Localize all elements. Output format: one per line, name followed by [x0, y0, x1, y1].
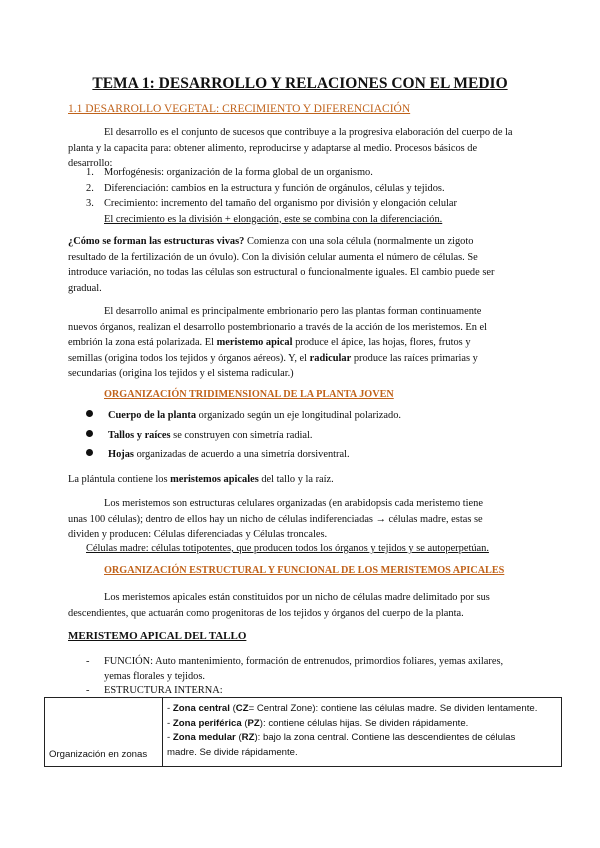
list-item: 3. Crecimiento: incremento del tamaño del organismo por división y elongación celular: [86, 198, 457, 209]
table-row: [45, 698, 562, 767]
zones-table: [44, 697, 562, 767]
function-cont: yemas florales y tejidos.: [104, 671, 205, 682]
intro-line: planta y la capacita para: obtener alimento, reproducirse y adaptarse al medio. Procesos básicos de: [68, 142, 478, 154]
growth-note: El crecimiento es la división + elongación, este se combina con la diferenciación.: [104, 213, 443, 225]
zone-item: - Zona central (CZ= Central Zone): contiene las células madre. Se dividen lentamente.: [167, 703, 538, 714]
intro-line: El desarrollo es el conjunto de sucesos que contribuye a la progresiva elaboración del cuerpo de la: [104, 127, 513, 138]
list-item: 1. Morfogénesis: organización de la forma global de un organismo.: [86, 167, 373, 178]
plantula-line: La plántula contiene los meristemos apicales del tallo y la raíz.: [68, 474, 334, 485]
function-item: - FUNCIÓN: Auto mantenimiento, formación de entrenudos, primordios foliares, yemas axilares,: [86, 656, 504, 667]
bullet-list: [86, 406, 401, 465]
stem-cell-note: Células madre: células totipotentes, que producen todos los órganos y tejidos y se autoperpetúan.: [86, 543, 489, 554]
question-paragraph: ¿Cómo se forman las estructuras vivas? Comienza con una sola célula (normalmente un zigoto resultado de la fertilización de un óvulo). Con la división celular aumenta el número de células. Se introduce variación, no todas las células son estructural o funcionalmente iguales. El cambio puede ser gradual.: [68, 236, 495, 294]
zone-item: - Zona periférica (PZ): contiene células hijas. Se dividen rápidamente.: [167, 717, 469, 729]
list-item: Tallos y raíces se construyen con simetría radial.: [86, 426, 401, 446]
development-paragraph: El desarrollo animal es principalmente embrionario pero las plantas forman continuamente nuevos órganos, realizan el desarrollo postembrionario a través de la acción de los meristemos. En el embrión la zona está polarizada. El meristemo apical produce el ápice, las hojas, flores, frutos y semillas (origina todos los tejidos y órganos aéreos). Y, el radicular produce las raíces primarias y secundarias (origina los tejidos y el sistema radicular.): [68, 306, 488, 379]
processes-list: [86, 165, 457, 227]
table-cell-label: Organización en zonas: [45, 698, 163, 767]
page-title: TEMA 1: DESARROLLO Y RELACIONES CON EL MEDIO: [92, 75, 508, 92]
list-item: Cuerpo de la planta organizado según un eje longitudinal polarizado.: [86, 406, 401, 426]
list-item: 2. Diferenciación: cambios en la estructura y función de orgánulos, células y tejidos.: [86, 182, 445, 194]
meristem-paragraph: Los meristemos son estructuras celulares organizadas (en arabidopsis cada meristemo tiene unas 100 células); dentro de ellos hay un nicho de células indiferenciadas → células madre, estas se dividen y producen: Células diferenciadas y Células troncales.: [68, 498, 483, 540]
structure-item: - ESTRUCTURA INTERNA:: [86, 685, 223, 696]
zone-item-cont: madre. Se divide rápidamente.: [167, 746, 298, 758]
table-cell-zones: [163, 698, 562, 767]
intro-line: desarrollo:: [68, 158, 113, 169]
bullet-icon: [86, 430, 93, 437]
section-heading-organizacion-tridimensional: ORGANIZACIÓN TRIDIMENSIONAL DE LA PLANTA JOVEN: [104, 389, 394, 400]
apical-meristem-paragraph: Los meristemos apicales están constituidos por un nicho de células madre delimitado por sus descendientes, que actuarán como progenitoras de los tejidos y órganos del cuerpo de la planta.: [68, 592, 490, 619]
section-heading-organizacion-estructural: ORGANIZACIÓN ESTRUCTURAL Y FUNCIONAL DE LOS MERISTEMOS APICALES: [104, 565, 505, 576]
question-bold: ¿Cómo se forman las estructuras vivas?: [68, 236, 245, 247]
zone-item: - Zona medular (RZ): bajo la zona central. Contiene las descendientes de células: [167, 732, 516, 743]
list-item: Hojas organizadas de acuerdo a una simetría dorsiventral.: [86, 445, 401, 465]
section-heading-desarrollo-vegetal: 1.1 DESARROLLO VEGETAL: CRECIMIENTO Y DIFERENCIACIÓN: [68, 103, 411, 115]
section-heading-meristemo-apical-tallo: MERISTEMO APICAL DEL TALLO: [68, 630, 247, 642]
bullet-icon: [86, 410, 93, 417]
bullet-icon: [86, 449, 93, 456]
